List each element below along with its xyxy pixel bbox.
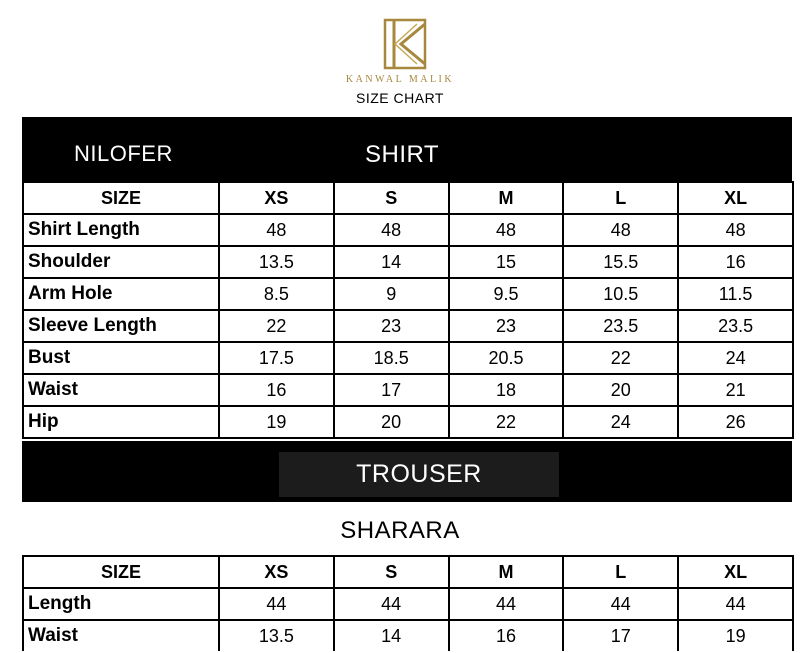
row-label: Waist <box>23 374 219 406</box>
table-cell: 18 <box>449 374 564 406</box>
trouser-section-title: TROUSER <box>356 460 482 488</box>
collection-name: NILOFER <box>74 141 173 166</box>
row-label: Sleeve Length <box>23 310 219 342</box>
table-cell: 13.5 <box>219 246 334 278</box>
table-cell: 14 <box>334 246 449 278</box>
table-cell: 24 <box>563 406 678 438</box>
table-cell: 44 <box>334 588 449 620</box>
row-label: Length <box>23 588 219 620</box>
table-row <box>23 342 793 374</box>
table-cell: 17.5 <box>219 342 334 374</box>
table-cell: 44 <box>449 588 564 620</box>
table-cell: 20 <box>334 406 449 438</box>
table-cell: 19 <box>678 620 793 651</box>
column-header: XL <box>678 556 793 588</box>
table-cell: 9.5 <box>449 278 564 310</box>
table-cell: 16 <box>449 620 564 651</box>
table-row <box>23 278 793 310</box>
table-cell: 9 <box>334 278 449 310</box>
table-cell: 22 <box>219 310 334 342</box>
row-label: Waist <box>23 620 219 651</box>
row-label: Arm Hole <box>23 278 219 310</box>
table-cell: 17 <box>334 374 449 406</box>
sharara-title: SHARARA <box>340 517 460 544</box>
table-header-row <box>23 182 793 214</box>
column-header: S <box>334 182 449 214</box>
table-cell: 23.5 <box>678 310 793 342</box>
kanwal-malik-logo-icon <box>383 18 427 70</box>
table-row <box>23 406 793 438</box>
row-label: Shoulder <box>23 246 219 278</box>
table-cell: 16 <box>219 374 334 406</box>
table-cell: 23 <box>449 310 564 342</box>
table-row <box>23 214 793 246</box>
table-cell: 18.5 <box>334 342 449 374</box>
column-header: L <box>563 182 678 214</box>
table-cell: 8.5 <box>219 278 334 310</box>
table-cell: 22 <box>563 342 678 374</box>
table-cell: 24 <box>678 342 793 374</box>
table-cell: 11.5 <box>678 278 793 310</box>
table-cell: 23.5 <box>563 310 678 342</box>
table-row <box>23 310 793 342</box>
column-header: XS <box>219 556 334 588</box>
table-cell: 13.5 <box>219 620 334 651</box>
column-header: SIZE <box>23 556 219 588</box>
table-cell: 19 <box>219 406 334 438</box>
table-cell: 15 <box>449 246 564 278</box>
table-cell: 48 <box>449 214 564 246</box>
table-row <box>23 374 793 406</box>
table-cell: 48 <box>334 214 449 246</box>
table-cell: 16 <box>678 246 793 278</box>
table-header-row <box>23 556 793 588</box>
table-cell: 26 <box>678 406 793 438</box>
column-header: L <box>563 556 678 588</box>
brand-header <box>0 0 800 115</box>
table-cell: 14 <box>334 620 449 651</box>
table-cell: 20.5 <box>449 342 564 374</box>
table-cell: 23 <box>334 310 449 342</box>
table-cell: 15.5 <box>563 246 678 278</box>
trouser-title-box <box>279 452 559 497</box>
column-header: SIZE <box>23 182 219 214</box>
sharara-size-table <box>22 555 794 651</box>
column-header: M <box>449 556 564 588</box>
column-header: S <box>334 556 449 588</box>
table-cell: 44 <box>563 588 678 620</box>
table-cell: 10.5 <box>563 278 678 310</box>
table-row <box>23 620 793 651</box>
trouser-section-bar <box>22 441 792 502</box>
table-cell: 44 <box>219 588 334 620</box>
table-cell: 20 <box>563 374 678 406</box>
table-cell: 44 <box>678 588 793 620</box>
row-label: Shirt Length <box>23 214 219 246</box>
table-cell: 17 <box>563 620 678 651</box>
row-label: Bust <box>23 342 219 374</box>
brand-name: KANWAL MALIK <box>345 74 455 85</box>
table-row <box>23 588 793 620</box>
column-header: XL <box>678 182 793 214</box>
table-cell: 48 <box>678 214 793 246</box>
shirt-section-title: SHIRT <box>365 141 440 168</box>
shirt-section-bar <box>22 117 792 181</box>
column-header: M <box>449 182 564 214</box>
table-cell: 22 <box>449 406 564 438</box>
table-row <box>23 246 793 278</box>
page-subtitle: SIZE CHART <box>356 90 444 106</box>
table-cell: 48 <box>219 214 334 246</box>
row-label: Hip <box>23 406 219 438</box>
table-cell: 21 <box>678 374 793 406</box>
shirt-size-table <box>22 181 794 439</box>
table-cell: 48 <box>563 214 678 246</box>
column-header: XS <box>219 182 334 214</box>
